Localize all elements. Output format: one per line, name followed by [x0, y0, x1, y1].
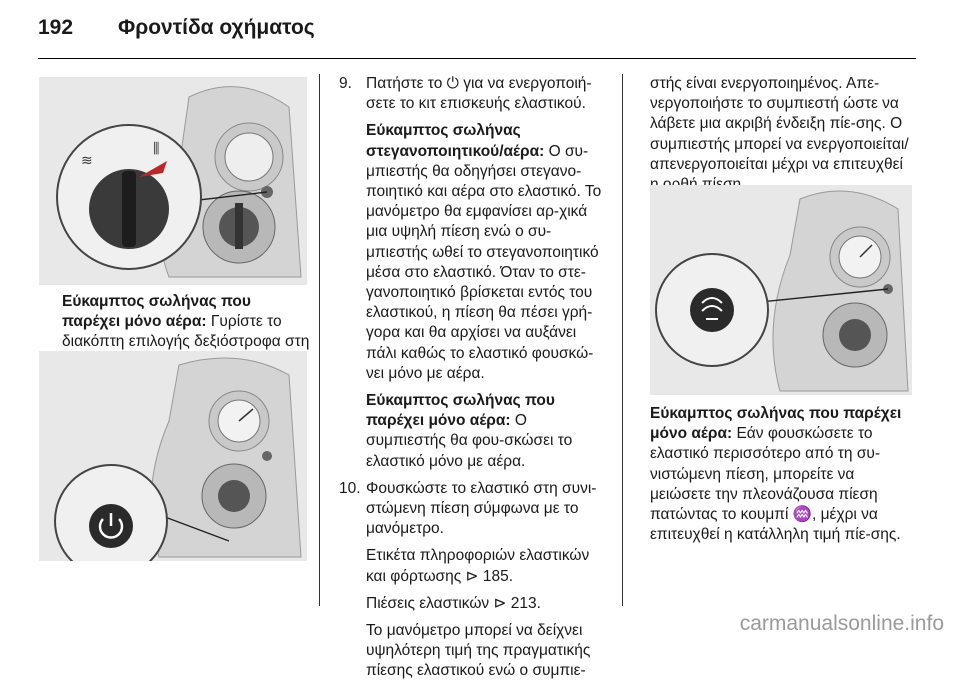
- svg-text:≋: ≋: [81, 152, 93, 168]
- air-only-paragraph-2: [366, 391, 607, 472]
- step-9-text: Πατήστε το: [366, 75, 447, 92]
- step-10: [339, 479, 607, 682]
- gauge-note: Το μανόμετρο μπορεί να δείχνει υψηλότερη τιμή της πραγματικής πίεσης ελαστικού ενώ ο συμπιε-: [366, 622, 591, 680]
- label-reference-text: Ετικέτα πληροφοριών ελαστικών και φόρτωσης: [366, 547, 590, 585]
- deflate-label: Εύκαμπτος σωλήνας που παρέχει μόνο αέρα:: [650, 405, 902, 443]
- step-9-intro: [366, 74, 607, 114]
- page-title: Φροντίδα οχήματος: [118, 16, 315, 39]
- compressor-continuation: στής είναι ενεργοποιημένος. Απε-νεργοποιήστε το συμπιεστή ώστε να λάβετε μια ακριβή ένδειξη πίε-σης. Ο συμπιεστής μπορεί να ενεργοποιείται/απενεργοποιείται μέχρι να επιτευχθεί: [650, 75, 909, 173]
- arrow-icon: ⊳: [493, 594, 507, 612]
- deflate-text: Εάν φουσκώσετε το ελαστικό περισσότερο από τη συ-νιστώμενη πίεση, μπορείτε να μειώσετε την πλεονάζουσα πίεση πατώντας το κουμπί: [650, 425, 881, 524]
- step-9: [339, 74, 607, 472]
- air-only-label: Εύκαμπτος σωλήνας που παρέχει μόνο αέρα:: [62, 293, 251, 331]
- pressure-reference: Πιέσεις ελαστικών ⊳ 213.: [366, 594, 541, 612]
- column-3-text-top: [650, 74, 912, 203]
- figure-selector-switch: [39, 77, 307, 285]
- deflate-text-end: , μέχρι να επιτευχθεί η κατάλληλη τιμή πίε-σης.: [650, 506, 901, 544]
- power-icon: ⏻: [446, 75, 459, 92]
- deflate-button-icon: ♒: [792, 506, 813, 524]
- air-only-text: Γυρίστε το διακόπτη επιλογής δεξιόστροφα στη: [62, 313, 310, 351]
- air-only-label-2: Εύκαμπτος σωλήνας που παρέχει μόνο αέρα:: [366, 392, 555, 430]
- column-divider-1: [319, 74, 320, 606]
- figure-deflate-button: [650, 185, 912, 395]
- header-rule: [38, 58, 916, 59]
- deflate-paragraph: [650, 404, 912, 545]
- step-10-number: 10.: [339, 479, 361, 497]
- sealant-label: Εύκαμπτος σωλήνας στεγανοποιητικού/αέρα:: [366, 122, 545, 160]
- pressure-reference-text: Πιέσεις ελαστικών: [366, 594, 494, 612]
- svg-text:⫼: ⫼: [153, 140, 160, 156]
- step-10-text: Φουσκώστε το ελαστικό στη συνι-στώμενη πίεση σύμφωνα με το μανόμετρο.: [366, 479, 597, 538]
- page-number: 192: [38, 16, 74, 39]
- label-reference-link[interactable]: 185: [482, 567, 509, 585]
- step-9-text-end: για να ενεργοποιή-σετε το κιτ επισκευής ελαστικού.: [366, 75, 592, 113]
- arrow-icon: ⊳: [465, 567, 479, 585]
- label-reference: Ετικέτα πληροφοριών ελαστικών και φόρτωσης ⊳ 185.: [366, 547, 590, 585]
- column-2-text: [339, 74, 607, 689]
- sealant-paragraph: [366, 121, 607, 384]
- pressure-reference-link[interactable]: 213: [510, 594, 537, 612]
- column-3-text-bottom: [650, 404, 912, 553]
- page-header: [38, 14, 918, 50]
- step-9-number: 9.: [339, 75, 352, 92]
- figure-power-button: [39, 351, 307, 561]
- sealant-text: Ο συ-μπιεστής θα οδηγήσει στεγανο-ποιητικό και αέρα στο ελαστικό. Το μανόμετρο θα εμφανίσει αρ-χικά μια υψηλή πίεση ενώ ο συ-μπιεστής ωθεί το στεγανοποιητικό μέσα στο ελαστικό. Όταν το στε-γανοποιητικό βρίσκεται εντός του ελαστικού, η πίεση θα πέσει γρή-γορα και θα αρχίσει να αυξάνει πάλι καθώς το ελαστικό φουσκώ-νει μόνο με αέρα.: [366, 142, 602, 382]
- column-divider-2: [622, 74, 623, 606]
- watermark: carmanualsonline.info: [739, 612, 944, 635]
- air-only-text-2: Ο συμπιεστής θα φου-σκώσει το ελαστικό μόνο με αέρα.: [366, 412, 573, 470]
